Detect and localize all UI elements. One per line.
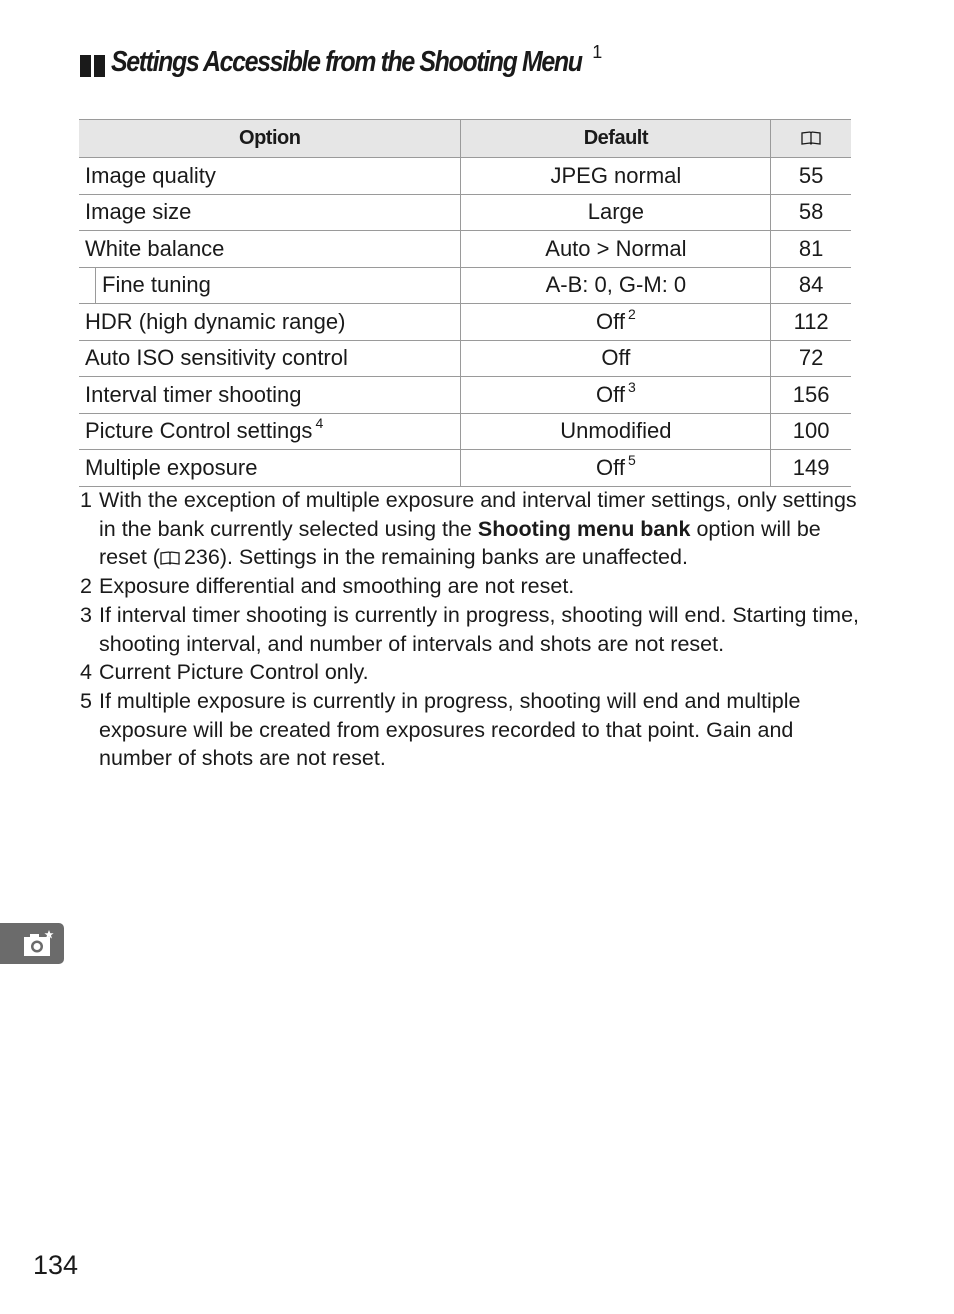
footnote-3: 3 If interval timer shooting is currently in progress, shooting will end. Starting time, shooting interval, and number of intervals and shots are not reset.: [80, 602, 859, 656]
page-cell: 100: [771, 413, 851, 450]
table-row: [79, 413, 851, 450]
table-row: [79, 231, 851, 268]
option-cell: Fine tuning: [79, 267, 461, 304]
option-cell: Picture Control settings $^4$: [79, 413, 461, 450]
table-row: [79, 194, 851, 231]
option-cell: Interval timer shooting: [79, 377, 461, 414]
heading-marker-icon: [80, 55, 105, 77]
page-cell: 84: [771, 267, 851, 304]
option-cell: Image quality: [79, 158, 461, 195]
header-option: Option: [79, 120, 461, 158]
default-cell: A-B: 0, G-M: 0: [461, 267, 771, 304]
option-cell: Multiple exposure: [79, 450, 461, 487]
page-cell: 81: [771, 231, 851, 268]
footnote-1: 1 With the exception of multiple exposure and interval timer settings, only settings in the bank currently selected using the Shooting menu bank option will be reset ( 236). Settings in the remaining banks are unaffected.: [80, 486, 860, 572]
option-cell: White balance: [79, 231, 461, 268]
shooting-menu-camera-icon: [22, 929, 56, 959]
header-page: [771, 120, 851, 158]
table-row: [79, 340, 851, 377]
page-cell: 112: [771, 304, 851, 341]
default-cell: Off: [461, 340, 771, 377]
table-header-row: [79, 120, 851, 158]
footnote-ref: 2: [627, 305, 636, 322]
default-cell: Off $^3$: [461, 377, 771, 414]
section-tab: [0, 923, 64, 964]
footnote-2: 2 Exposure differential and smoothing are not reset.: [80, 574, 575, 599]
footnotes: [80, 486, 860, 773]
page-reference: 236: [183, 545, 220, 570]
default-cell: Off $^2$: [461, 304, 771, 341]
page-cell: 156: [771, 377, 851, 414]
page-cell: 149: [771, 450, 851, 487]
table-row: [79, 304, 851, 341]
default-cell: JPEG normal: [461, 158, 771, 195]
option-cell: HDR (high dynamic range): [79, 304, 461, 341]
title-footnote-ref: 1: [592, 42, 603, 62]
page-cell: 72: [771, 340, 851, 377]
footnote-ref: 4: [315, 415, 324, 432]
menu-item-name: Shooting menu bank: [477, 516, 691, 541]
footnote-4: 4 Current Picture Control only.: [80, 660, 369, 685]
table-row: [79, 450, 851, 487]
option-cell: Auto ISO sensitivity control: [79, 340, 461, 377]
default-cell: Off $^5$: [461, 450, 771, 487]
table-row: [79, 158, 851, 195]
footnote-ref: 3: [627, 378, 636, 395]
header-default: Default: [461, 120, 771, 158]
page-number: 134: [33, 1250, 79, 1280]
default-cell: Auto > Normal: [461, 231, 771, 268]
book-reference-icon: [160, 551, 180, 565]
default-cell: Unmodified: [461, 413, 771, 450]
page-cell: 58: [771, 194, 851, 231]
table-row: [79, 377, 851, 414]
section-title: Settings Accessible from the Shooting Menu: [111, 46, 582, 78]
default-cell: Large: [461, 194, 771, 231]
footnote-ref: 5: [627, 451, 636, 468]
settings-table: [79, 119, 851, 487]
page-cell: 55: [771, 158, 851, 195]
book-reference-icon: [801, 131, 821, 145]
table-row: [79, 267, 851, 304]
option-cell: Image size: [79, 194, 461, 231]
section-heading: [80, 42, 603, 79]
footnote-5: 5 If multiple exposure is currently in progress, shooting will end and multiple exposure will be created from exposures recorded to that point. Gain and number of shots are not reset.: [80, 688, 801, 771]
footnote-number: 1: [80, 488, 92, 512]
